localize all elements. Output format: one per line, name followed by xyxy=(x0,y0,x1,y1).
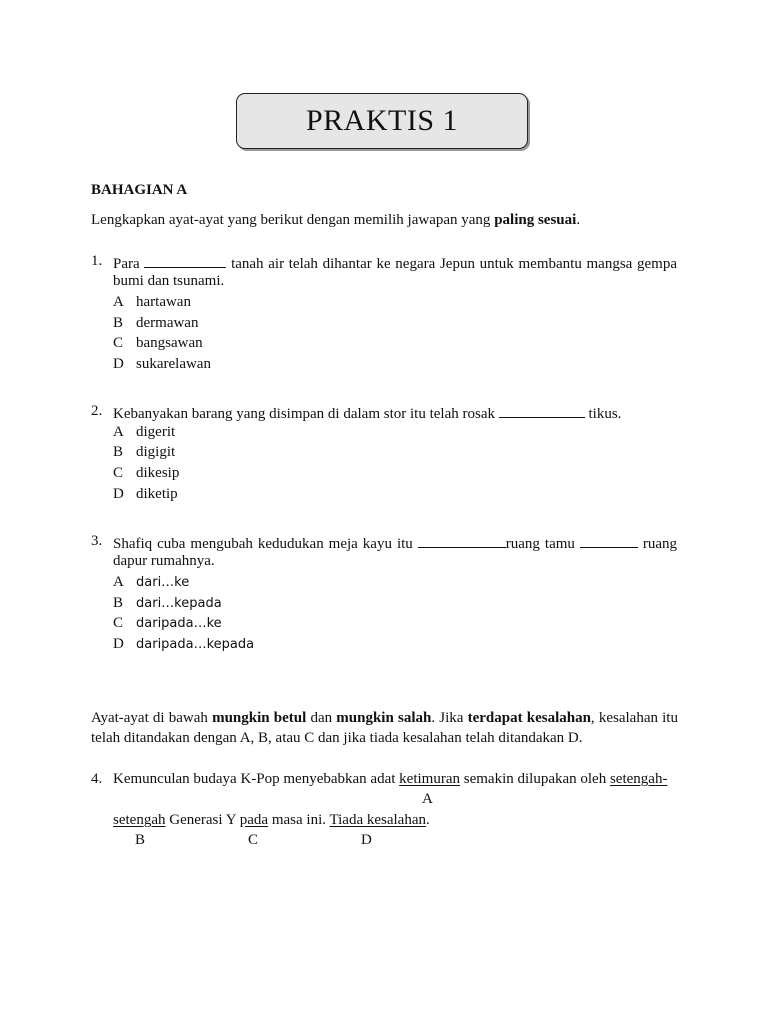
option-letter: C xyxy=(113,335,124,351)
option-text: bangsawan xyxy=(136,335,203,351)
question-text: masa ini. xyxy=(268,812,330,828)
underlined-segment-d: Tiada kesalahan xyxy=(329,812,426,828)
answer-blank xyxy=(418,533,506,548)
section-heading: BAHAGIAN A xyxy=(91,182,188,198)
instruction-part: Ayat-ayat di bawah xyxy=(91,710,213,726)
question-text: semakin dilupakan oleh xyxy=(460,771,610,787)
question-text: Generasi Y xyxy=(165,812,240,828)
page-title: PRAKTIS 1 xyxy=(305,104,459,137)
option-letter: D xyxy=(113,486,124,502)
option-text: sukarelawan xyxy=(136,356,211,372)
underlined-segment-b-start: setengah- xyxy=(609,771,668,787)
question-text: Para xyxy=(113,256,140,272)
answer-blank xyxy=(499,403,585,418)
instruction-text xyxy=(91,212,580,229)
option-text: dikesip xyxy=(136,465,180,481)
instruction-emphasis: mungkin betul xyxy=(212,710,307,726)
question-number: 1. xyxy=(91,253,103,269)
question-number: 2. xyxy=(91,403,103,419)
instruction-part: Lengkapkan ayat-ayat yang berikut dengan memilih jawapan yang xyxy=(91,212,495,228)
question-text-line xyxy=(113,771,667,788)
instruction-emphasis: terdapat kesalahan xyxy=(467,710,591,726)
option-letter: A xyxy=(113,574,124,590)
option-letter: A xyxy=(113,294,124,310)
option-letter: C xyxy=(113,465,124,481)
instruction-part: . Jika xyxy=(431,710,468,726)
question-text: bumi dan tsunami. xyxy=(113,273,225,289)
option-text: dari…ke xyxy=(136,575,190,590)
option-letter: D xyxy=(113,636,124,652)
question-text: ruang tamu xyxy=(505,536,575,552)
answer-blank xyxy=(580,533,638,548)
question-text: Shafiq cuba mengubah kedudukan meja kayu itu xyxy=(113,536,413,552)
question-text-line xyxy=(113,533,677,553)
error-marker-d: D xyxy=(361,832,372,848)
option-text: digigit xyxy=(136,444,176,460)
option-letter: D xyxy=(113,356,124,372)
option-text: diketip xyxy=(136,486,178,502)
option-text: hartawan xyxy=(136,294,191,310)
option-text: dermawan xyxy=(136,315,199,331)
underlined-segment-b-end: setengah xyxy=(113,812,166,828)
answer-blank xyxy=(144,253,226,268)
underlined-segment-c: pada xyxy=(239,812,269,828)
question-text-line xyxy=(113,403,621,423)
option-letter: B xyxy=(113,315,124,331)
instruction-emphasis: paling sesuai xyxy=(494,212,577,228)
question-number: 3. xyxy=(91,533,103,549)
title-box xyxy=(236,93,528,149)
question-text: . xyxy=(426,812,430,828)
option-text: daripada…ke xyxy=(136,616,222,631)
underlined-segment-a: ketimuran xyxy=(399,771,460,787)
option-letter: A xyxy=(113,424,124,440)
instruction-line: telah ditandakan dengan A, B, atau C dan jika tiada kesalahan telah ditandakan D. xyxy=(91,730,583,746)
question-number: 4. xyxy=(91,771,103,787)
question-text-line xyxy=(113,253,677,273)
option-letter: C xyxy=(113,615,124,631)
error-marker-c: C xyxy=(248,832,259,848)
question-text: Kebanyakan barang yang disimpan di dalam stor itu telah rosak xyxy=(113,406,495,422)
option-letter: B xyxy=(113,595,124,611)
question-text-line xyxy=(113,812,430,829)
error-marker-b: B xyxy=(135,832,146,848)
option-text: daripada…kepada xyxy=(136,637,255,652)
question-text: Kemunculan budaya K-Pop menyebabkan adat xyxy=(113,771,400,787)
instruction-part: dan xyxy=(306,710,337,726)
question-text: tanah air telah dihantar ke negara Jepun untuk membantu mangsa gempa xyxy=(231,256,678,272)
question-text: tikus. xyxy=(588,406,622,422)
instruction-part: . xyxy=(576,212,581,228)
instruction-line xyxy=(91,710,678,727)
question-text: ruang xyxy=(642,536,678,552)
instruction-part: , kesalahan itu xyxy=(590,710,678,726)
option-text: dari…kepada xyxy=(136,596,222,611)
instruction-emphasis: mungkin salah xyxy=(336,710,432,726)
option-text: digerit xyxy=(136,424,176,440)
error-marker-a: A xyxy=(422,791,433,807)
question-text: dapur rumahnya. xyxy=(113,553,215,569)
option-letter: B xyxy=(113,444,124,460)
